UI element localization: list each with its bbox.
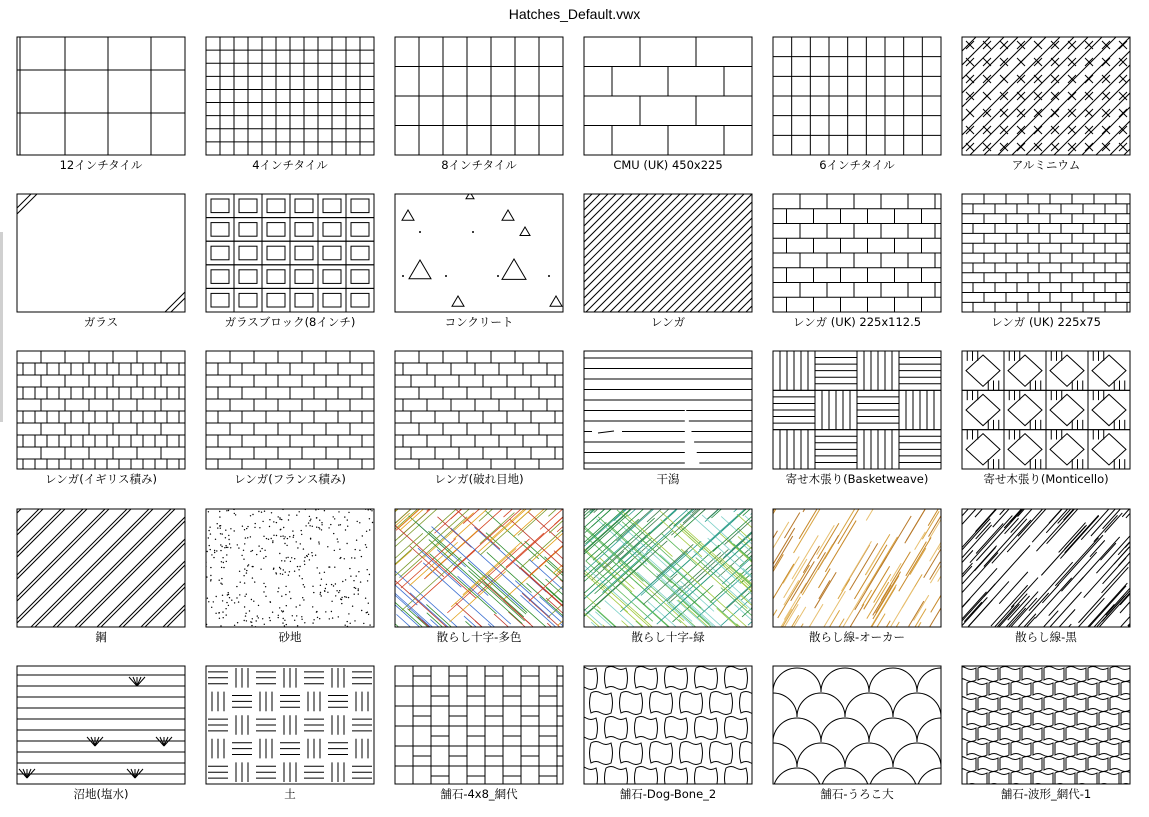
- hatch-item[interactable]: [583, 665, 753, 803]
- hatch-item[interactable]: [583, 350, 753, 488]
- hatch-label: 12インチタイル: [59, 158, 143, 172]
- hatch-label: 寄せ木張り(Monticello): [983, 472, 1109, 486]
- hatch-item[interactable]: [394, 665, 564, 803]
- hatch-label: ガラス: [83, 315, 119, 329]
- hatch-preview[interactable]: [961, 36, 1131, 156]
- hatch-item[interactable]: [772, 665, 942, 803]
- hatch-item[interactable]: [205, 193, 375, 331]
- window-title: Hatches_Default.vwx: [508, 6, 641, 22]
- hatch-item[interactable]: [205, 665, 375, 803]
- hatch-label: レンガ(イギリス積み): [45, 472, 157, 486]
- hatch-item[interactable]: [961, 665, 1131, 803]
- hatch-item[interactable]: [961, 508, 1131, 646]
- hatch-label: 鋼: [95, 630, 107, 644]
- hatch-label: 干潟: [656, 472, 680, 486]
- hatch-item[interactable]: [961, 193, 1131, 331]
- hatch-preview[interactable]: [394, 508, 564, 628]
- hatch-item[interactable]: [772, 36, 942, 174]
- hatch-preview[interactable]: [205, 508, 375, 628]
- hatch-preview[interactable]: [583, 508, 753, 628]
- hatch-label: レンガ (UK) 225x112.5: [792, 315, 922, 329]
- hatch-label: 舗石-Dog-Bone_2: [619, 787, 717, 801]
- hatch-preview[interactable]: [772, 193, 942, 313]
- hatch-label: レンガ (UK) 225x75: [991, 315, 1101, 329]
- hatch-label: 4インチタイル: [252, 158, 328, 172]
- window-edge: [0, 232, 3, 422]
- hatch-preview[interactable]: [394, 665, 564, 785]
- hatch-item[interactable]: [16, 193, 186, 331]
- hatch-preview[interactable]: [772, 665, 942, 785]
- hatch-item[interactable]: [772, 193, 942, 331]
- hatch-item[interactable]: [583, 36, 753, 174]
- hatch-preview[interactable]: [961, 193, 1131, 313]
- hatch-label: コンクリート: [444, 315, 514, 329]
- hatch-preview[interactable]: [583, 350, 753, 470]
- hatch-label: 6インチタイル: [819, 158, 895, 172]
- hatch-label: 散らし線-オーカー: [809, 630, 905, 644]
- hatch-label: レンガ: [650, 315, 686, 329]
- hatch-preview[interactable]: [772, 36, 942, 156]
- hatch-item[interactable]: [16, 36, 186, 174]
- hatch-label: 散らし線-黒: [1015, 630, 1077, 644]
- hatch-label: レンガ(フランス積み): [234, 472, 346, 486]
- hatch-item[interactable]: [16, 350, 186, 488]
- hatch-item[interactable]: [394, 193, 564, 331]
- hatch-preview[interactable]: [205, 36, 375, 156]
- hatch-preview[interactable]: [205, 193, 375, 313]
- hatch-preview[interactable]: [16, 665, 186, 785]
- hatch-item[interactable]: [16, 665, 186, 803]
- hatch-preview[interactable]: [394, 193, 564, 313]
- hatch-preview[interactable]: [772, 350, 942, 470]
- hatch-label: アルミニウム: [1011, 158, 1081, 172]
- hatch-preview[interactable]: [583, 665, 753, 785]
- hatch-preview[interactable]: [205, 665, 375, 785]
- hatch-label: 舗石-4x8_網代: [440, 787, 518, 801]
- hatch-label: 舗石-波形_網代-1: [1000, 787, 1092, 801]
- hatch-preview[interactable]: [16, 36, 186, 156]
- hatch-label: 砂地: [278, 630, 302, 644]
- hatch-label: CMU (UK) 450x225: [613, 158, 723, 172]
- hatch-label: 散らし十字-緑: [631, 630, 705, 644]
- hatch-label: 8インチタイル: [441, 158, 517, 172]
- hatch-preview[interactable]: [16, 350, 186, 470]
- hatch-item[interactable]: [394, 36, 564, 174]
- hatch-item[interactable]: [205, 508, 375, 646]
- hatch-preview[interactable]: [961, 508, 1131, 628]
- hatch-item[interactable]: [205, 350, 375, 488]
- hatch-label: 散らし十字-多色: [436, 630, 522, 644]
- hatch-preview[interactable]: [772, 508, 942, 628]
- hatch-preview[interactable]: [394, 350, 564, 470]
- hatch-preview[interactable]: [961, 350, 1131, 470]
- hatch-item[interactable]: [772, 508, 942, 646]
- hatch-preview[interactable]: [394, 36, 564, 156]
- hatch-preview[interactable]: [583, 193, 753, 313]
- hatch-preview[interactable]: [583, 36, 753, 156]
- hatch-item[interactable]: [583, 193, 753, 331]
- hatch-preview[interactable]: [16, 193, 186, 313]
- hatch-item[interactable]: [394, 350, 564, 488]
- hatch-label: 沼地(塩水): [73, 787, 129, 801]
- hatch-label: 土: [284, 787, 296, 801]
- hatch-label: ガラスブロック(8インチ): [224, 315, 356, 329]
- hatch-preview[interactable]: [16, 508, 186, 628]
- hatch-item[interactable]: [583, 508, 753, 646]
- hatch-preview[interactable]: [205, 350, 375, 470]
- hatch-label: 舗石-うろこ大: [820, 787, 894, 801]
- hatch-item[interactable]: [394, 508, 564, 646]
- hatch-item[interactable]: [16, 508, 186, 646]
- hatch-item[interactable]: [961, 36, 1131, 174]
- hatch-preview[interactable]: [961, 665, 1131, 785]
- hatch-item[interactable]: [205, 36, 375, 174]
- hatch-item[interactable]: [772, 350, 942, 488]
- hatch-label: レンガ(破れ目地): [434, 472, 524, 486]
- hatch-label: 寄せ木張り(Basketweave): [785, 472, 929, 486]
- hatch-item[interactable]: [961, 350, 1131, 488]
